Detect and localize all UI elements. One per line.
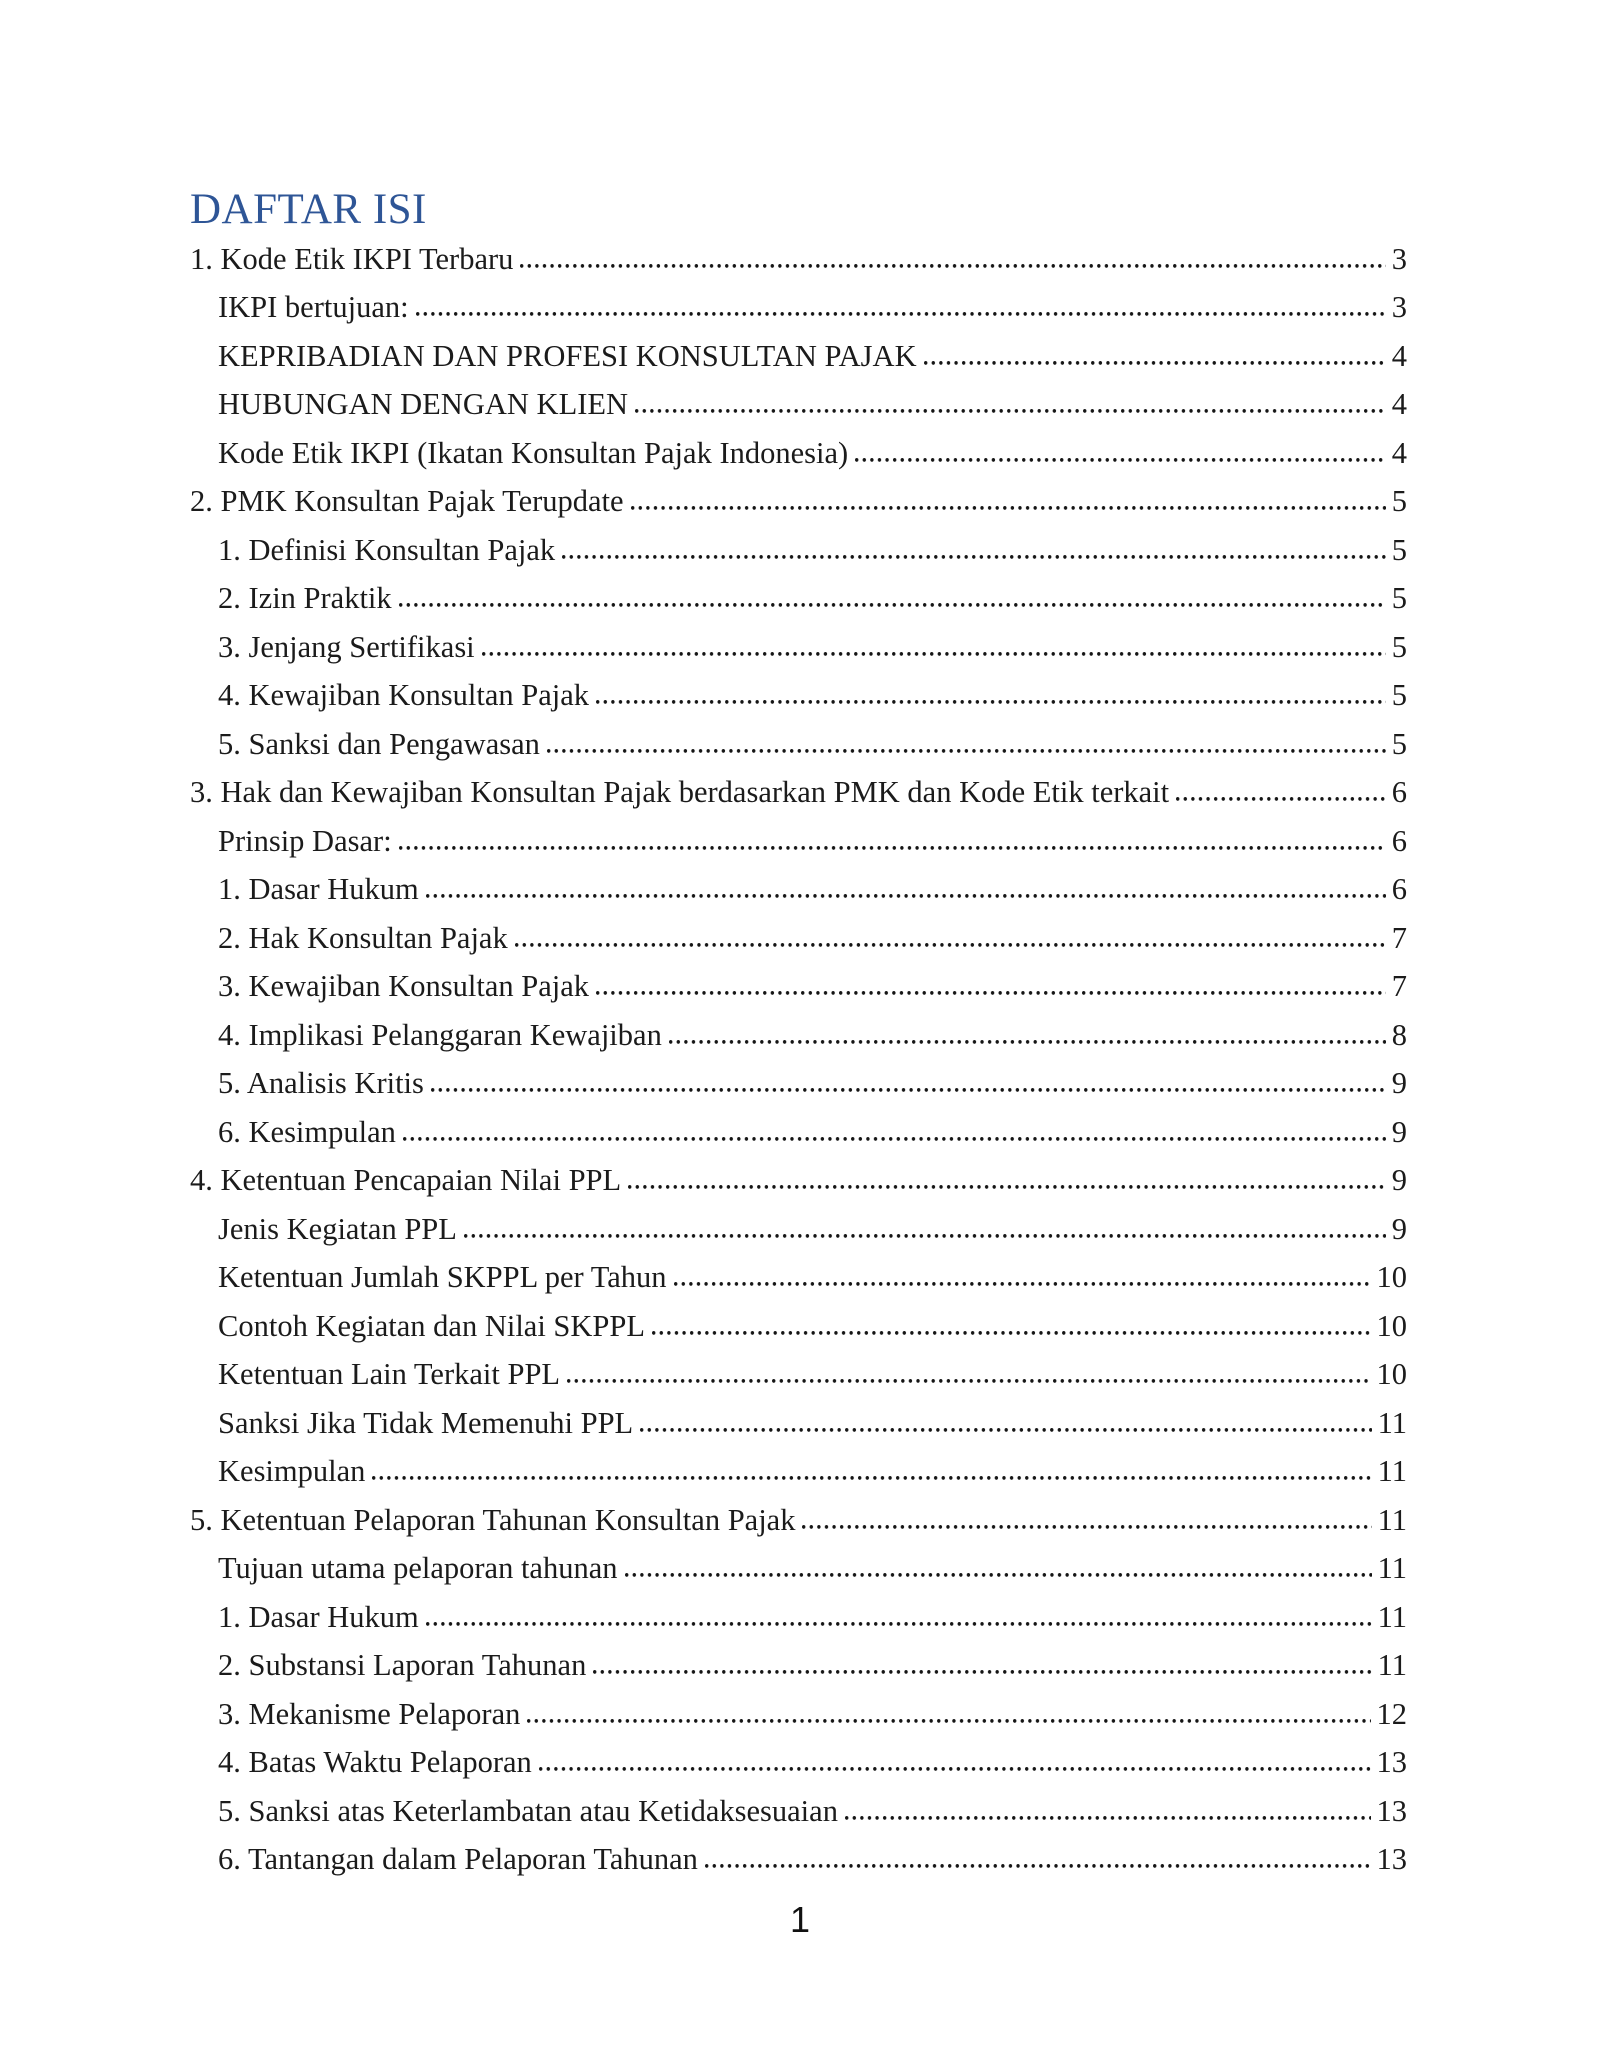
toc-dot-leader	[638, 1392, 1371, 1441]
toc-list	[190, 228, 1407, 1877]
toc-entry-label: 2. Substansi Laporan Tahunan	[218, 1648, 587, 1682]
toc-entry[interactable]	[190, 277, 1407, 326]
toc-entry-page: 9	[1391, 1066, 1407, 1100]
toc-dot-leader	[518, 228, 1385, 277]
toc-entry[interactable]	[190, 1586, 1407, 1635]
toc-entry-label: 3. Jenjang Sertifikasi	[218, 629, 475, 664]
toc-entry-label: 2. PMK Konsultan Pajak Terupdate	[190, 484, 624, 518]
toc-dot-leader	[565, 1344, 1370, 1393]
toc-entry-label: Kode Etik IKPI (Ikatan Konsultan Pajak Indonesia)	[218, 435, 849, 470]
toc-dot-leader	[633, 374, 1386, 423]
toc-entry[interactable]	[190, 422, 1407, 471]
toc-dot-leader	[537, 1732, 1371, 1781]
toc-entry-page: 5	[1391, 484, 1407, 518]
toc-entry-page: 9	[1391, 1163, 1407, 1197]
toc-entry[interactable]	[190, 1150, 1407, 1199]
toc-entry-label: Ketentuan Lain Terkait PPL	[218, 1357, 561, 1391]
toc-entry[interactable]	[190, 1441, 1407, 1490]
toc-entry-label: Sanksi Jika Tidak Memenuhi PPL	[218, 1405, 634, 1440]
toc-dot-leader	[525, 1683, 1370, 1732]
toc-entry-label: 2. Izin Praktik	[218, 581, 392, 615]
toc-entry-page: 13	[1376, 1842, 1407, 1876]
toc-entry-page: 11	[1377, 1551, 1407, 1585]
toc-entry[interactable]	[190, 956, 1407, 1005]
toc-entry[interactable]	[190, 1344, 1407, 1393]
toc-entry-label: 6. Kesimpulan	[218, 1114, 396, 1149]
toc-entry-page: 4	[1391, 435, 1407, 470]
toc-entry[interactable]	[190, 665, 1407, 714]
toc-dot-leader	[414, 277, 1386, 326]
toc-entry-page: 7	[1391, 969, 1407, 1003]
toc-entry[interactable]	[190, 471, 1407, 520]
toc-dot-leader	[397, 810, 1386, 859]
toc-entry-page: 7	[1391, 920, 1407, 955]
toc-entry[interactable]	[190, 1538, 1407, 1587]
toc-dot-leader	[513, 907, 1386, 956]
toc-entry[interactable]	[190, 1295, 1407, 1344]
toc-dot-leader	[560, 519, 1386, 568]
toc-entry-page: 4	[1391, 387, 1407, 421]
toc-entry-page: 13	[1376, 1793, 1407, 1828]
toc-entry-label: KEPRIBADIAN DAN PROFESI KONSULTAN PAJAK	[218, 338, 917, 373]
toc-entry[interactable]	[190, 1635, 1407, 1684]
toc-entry[interactable]	[190, 859, 1407, 908]
toc-entry[interactable]	[190, 1489, 1407, 1538]
toc-entry-page: 11	[1377, 1454, 1407, 1488]
toc-entry-label: 4. Batas Waktu Pelaporan	[218, 1745, 532, 1779]
toc-entry-page: 11	[1377, 1405, 1407, 1440]
toc-entry[interactable]	[190, 1683, 1407, 1732]
toc-entry[interactable]	[190, 1247, 1407, 1296]
toc-entry-page: 3	[1391, 241, 1407, 276]
toc-entry-page: 5	[1391, 532, 1407, 567]
toc-entry[interactable]	[190, 1053, 1407, 1102]
toc-entry-label: Ketentuan Jumlah SKPPL per Tahun	[218, 1260, 667, 1294]
toc-entry[interactable]	[190, 1780, 1407, 1829]
toc-entry-page: 6	[1391, 775, 1407, 809]
toc-entry[interactable]	[190, 374, 1407, 423]
toc-entry-label: 4. Implikasi Pelanggaran Kewajiban	[218, 1017, 662, 1052]
toc-entry[interactable]	[190, 325, 1407, 374]
toc-entry-label: 6. Tantangan dalam Pelaporan Tahunan	[218, 1842, 698, 1876]
toc-entry-page: 3	[1391, 290, 1407, 324]
toc-entry-label: 1. Dasar Hukum	[218, 1599, 419, 1634]
toc-entry-label: 1. Dasar Hukum	[218, 872, 419, 906]
toc-dot-leader	[401, 1101, 1386, 1150]
toc-entry-page: 10	[1376, 1260, 1407, 1294]
toc-entry-label: 5. Sanksi dan Pengawasan	[218, 726, 540, 761]
toc-dot-leader	[424, 1586, 1372, 1635]
toc-entry-label: IKPI bertujuan:	[218, 290, 409, 324]
page-title: DAFTAR ISI	[190, 186, 427, 233]
toc-entry-page: 5	[1391, 581, 1407, 615]
toc-entry-page: 9	[1391, 1211, 1407, 1246]
toc-dot-leader	[843, 1780, 1371, 1829]
toc-entry[interactable]	[190, 1732, 1407, 1781]
toc-entry-label: Contoh Kegiatan dan Nilai SKPPL	[218, 1308, 645, 1343]
toc-entry-label: 3. Hak dan Kewajiban Konsultan Pajak berdasarkan PMK dan Kode Etik terkait	[190, 775, 1170, 809]
toc-entry-page: 13	[1376, 1745, 1407, 1779]
toc-entry[interactable]	[190, 616, 1407, 665]
toc-entry[interactable]	[190, 1829, 1407, 1878]
toc-dot-leader	[650, 1295, 1371, 1344]
toc-entry[interactable]	[190, 568, 1407, 617]
toc-dot-leader	[370, 1441, 1371, 1490]
toc-entry-page: 6	[1391, 872, 1407, 906]
toc-entry-label: 3. Mekanisme Pelaporan	[218, 1696, 521, 1731]
toc-dot-leader	[397, 568, 1386, 617]
toc-entry-label: 4. Kewajiban Konsultan Pajak	[218, 678, 590, 712]
toc-entry-label: Prinsip Dasar:	[218, 823, 392, 858]
toc-entry-label: 1. Kode Etik IKPI Terbaru	[190, 241, 514, 276]
toc-dot-leader	[667, 1004, 1386, 1053]
toc-entry-page: 11	[1377, 1502, 1407, 1537]
toc-dot-leader	[594, 665, 1386, 714]
toc-entry-label: 5. Sanksi atas Keterlambatan atau Ketidaksesuaian	[218, 1793, 838, 1828]
toc-entry[interactable]	[190, 907, 1407, 956]
toc-dot-leader	[800, 1489, 1371, 1538]
toc-entry-label: Jenis Kegiatan PPL	[218, 1211, 457, 1246]
toc-entry[interactable]	[190, 1198, 1407, 1247]
footer-page-number: 1	[789, 1899, 811, 1940]
toc-entry-page: 9	[1391, 1114, 1407, 1149]
toc-entry-page: 5	[1391, 678, 1407, 712]
toc-dot-leader	[429, 1053, 1386, 1102]
toc-entry-page: 11	[1377, 1599, 1407, 1634]
toc-entry[interactable]	[190, 762, 1407, 811]
toc-entry-label: 4. Ketentuan Pencapaian Nilai PPL	[190, 1163, 622, 1197]
toc-entry[interactable]	[190, 713, 1407, 762]
toc-dot-leader	[594, 956, 1386, 1005]
toc-entry-label: 3. Kewajiban Konsultan Pajak	[218, 969, 590, 1003]
toc-entry[interactable]	[190, 1004, 1407, 1053]
toc-entry-label: 2. Hak Konsultan Pajak	[218, 920, 508, 955]
toc-entry-page: 6	[1391, 823, 1407, 858]
toc-dot-leader	[629, 471, 1386, 520]
toc-dot-leader	[424, 859, 1386, 908]
toc-entry-page: 10	[1376, 1308, 1407, 1343]
toc-dot-leader	[545, 713, 1386, 762]
toc-entry-page: 11	[1377, 1648, 1407, 1682]
toc-dot-leader	[462, 1198, 1386, 1247]
toc-dot-leader	[626, 1150, 1386, 1199]
toc-entry-label: 5. Ketentuan Pelaporan Tahunan Konsultan Pajak	[190, 1502, 796, 1537]
toc-entry-label: Kesimpulan	[218, 1454, 366, 1488]
toc-dot-leader	[623, 1538, 1372, 1587]
toc-entry-page: 12	[1376, 1696, 1407, 1731]
toc-entry[interactable]	[190, 228, 1407, 277]
toc-dot-leader	[591, 1635, 1371, 1684]
toc-dot-leader	[703, 1829, 1371, 1878]
toc-entry[interactable]	[190, 1101, 1407, 1150]
toc-dot-leader	[853, 422, 1386, 471]
toc-dot-leader	[1174, 762, 1386, 811]
toc-entry-page: 5	[1391, 629, 1407, 664]
toc-entry-page: 5	[1391, 726, 1407, 761]
toc-entry[interactable]	[190, 519, 1407, 568]
toc-entry-label: HUBUNGAN DENGAN KLIEN	[218, 387, 629, 421]
toc-dot-leader	[922, 325, 1386, 374]
toc-entry-label: Tujuan utama pelaporan tahunan	[218, 1551, 618, 1585]
toc-entry[interactable]	[190, 1392, 1407, 1441]
toc-entry-page: 4	[1391, 338, 1407, 373]
toc-entry-label: 1. Definisi Konsultan Pajak	[218, 532, 556, 567]
toc-entry-page: 10	[1376, 1357, 1407, 1391]
toc-entry[interactable]	[190, 810, 1407, 859]
toc-dot-leader	[480, 616, 1386, 665]
toc-dot-leader	[672, 1247, 1371, 1296]
toc-entry-page: 8	[1391, 1017, 1407, 1052]
toc-entry-label: 5. Analisis Kritis	[218, 1066, 424, 1100]
